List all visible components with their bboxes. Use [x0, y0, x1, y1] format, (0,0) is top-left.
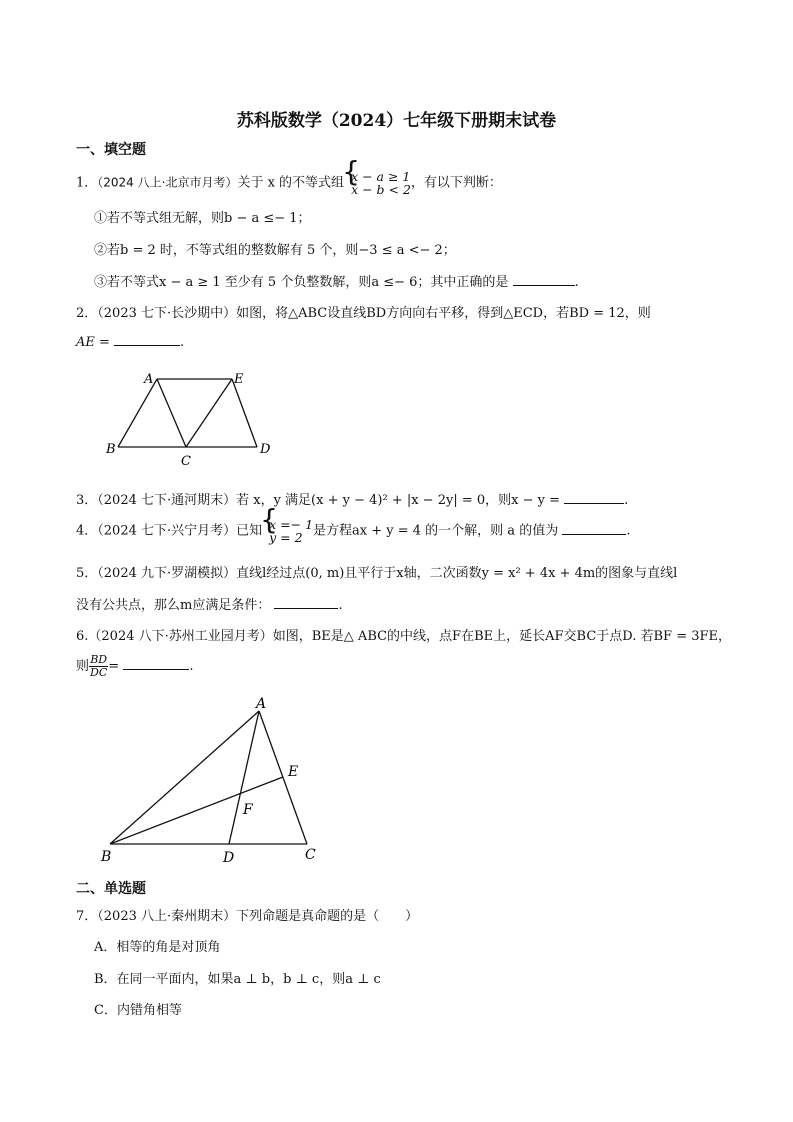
question-number: 1．	[76, 175, 98, 191]
system-line: { x − a ≥ 1	[351, 169, 411, 184]
question-2-line2	[76, 333, 184, 350]
answer-blank[interactable]	[513, 273, 575, 286]
question-text: 3．（2024 七下·通河期末）若 x，y 满足(x + y − 4)² + |x − 2y| = 0，则x − y =	[76, 493, 560, 508]
q2-figure-translated-triangles	[100, 365, 280, 470]
period: .	[338, 598, 343, 613]
period: .	[626, 523, 631, 539]
system-line: y = 2	[269, 530, 303, 545]
segment-ac	[157, 379, 186, 447]
answer-blank[interactable]	[114, 333, 180, 346]
inequality-system	[344, 170, 411, 196]
section-fill-in-blank: 一、填空题	[76, 142, 146, 158]
question-7: 7．（2023 八上·秦州期末）下列命题是真命题的是（ ）	[76, 909, 419, 924]
question-text: 没有公共点，那么m应满足条件：	[76, 598, 271, 613]
question-6-line2	[76, 654, 193, 679]
fraction-bd-dc	[89, 654, 108, 679]
label-c: C	[181, 454, 191, 469]
question-text: AE =	[76, 335, 110, 350]
label-b: B	[101, 849, 112, 865]
answer-blank[interactable]	[274, 596, 338, 609]
question-4	[76, 518, 630, 544]
label-f: F	[243, 802, 253, 818]
question-text: 是方程ax + y = 4 的一个解，则 a 的值为	[313, 523, 559, 539]
system-line: x − b < 2	[351, 182, 411, 197]
label-c: C	[305, 847, 316, 863]
label-e: E	[288, 764, 299, 780]
segment-ab	[118, 379, 157, 447]
system-line: { x =− 1	[269, 517, 314, 532]
answer-blank[interactable]	[562, 522, 626, 535]
answer-blank[interactable]	[564, 491, 624, 504]
period: .	[574, 275, 579, 290]
q1-option-2: ②若b = 2 时，不等式组的整数解有 5 个，则−3 ≤ a <− 2；	[94, 243, 456, 258]
section-single-choice: 二、单选题	[76, 881, 146, 897]
question-source: （2024 八上·北京市月考）	[97, 175, 238, 190]
label-a: A	[144, 372, 154, 387]
label-e: E	[234, 372, 244, 387]
fraction-numerator: BD	[90, 653, 108, 666]
question-text: ，有以下判断：	[410, 175, 502, 191]
fraction-denominator: DC	[90, 666, 108, 679]
segment-ba	[110, 711, 259, 844]
question-text: 4．（2024 七下·兴宁月考）已知	[76, 523, 263, 539]
equals-sign: =	[108, 659, 120, 674]
question-5: 5．（2024 九下·罗湖模拟）直线l经过点(0, m)且平行于x轴，二次函数y = x² + 4x + 4m的图象与直线l	[76, 566, 678, 581]
label-d: D	[260, 442, 271, 457]
segment-ed	[232, 379, 257, 447]
label-b: B	[106, 442, 116, 457]
q1-option-3	[94, 271, 579, 290]
answer-blank[interactable]	[123, 657, 189, 670]
question-text: 则	[76, 659, 90, 674]
q1-option-1: ①若不等式组无解，则b − a ≤− 1；	[94, 211, 311, 226]
question-5-line2	[76, 594, 343, 613]
q6-figure-triangle-median	[95, 690, 335, 868]
segment-ad	[229, 711, 259, 844]
segment-be	[110, 777, 283, 844]
period: .	[189, 659, 194, 674]
q7-option-b[interactable]: B．在同一平面内，如果a ⊥ b，b ⊥ c，则a ⊥ c	[94, 972, 381, 987]
question-6: 6.（2024 八下·苏州工业园月考）如图，BE是△ ABC的中线，点F在BE上，延长AF交BC于点D. 若BF = 3FE，	[76, 629, 732, 644]
question-1	[76, 170, 502, 196]
segment-ce	[186, 379, 232, 447]
label-d: D	[223, 850, 235, 866]
question-2: 2．（2023 七下·长沙期中）如图，将△ABC设直线BD方向向右平移，得到△ECD，若BD = 12，则	[76, 306, 651, 321]
page-title: 苏科版数学（2024）七年级下册期末试卷	[236, 111, 557, 131]
period: .	[624, 493, 629, 508]
q7-option-c[interactable]: C．内错角相等	[94, 1003, 182, 1018]
label-a: A	[256, 696, 267, 712]
option-text: ③若不等式x − a ≥ 1 至少有 5 个负整数解，则a ≤− 6；其中正确的是	[94, 275, 509, 290]
question-text: 关于 x 的不等式组	[237, 175, 345, 191]
q7-option-a[interactable]: A．相等的角是对顶角	[94, 940, 221, 955]
question-3	[76, 489, 628, 508]
period: .	[180, 335, 185, 350]
solution-system	[262, 518, 313, 544]
